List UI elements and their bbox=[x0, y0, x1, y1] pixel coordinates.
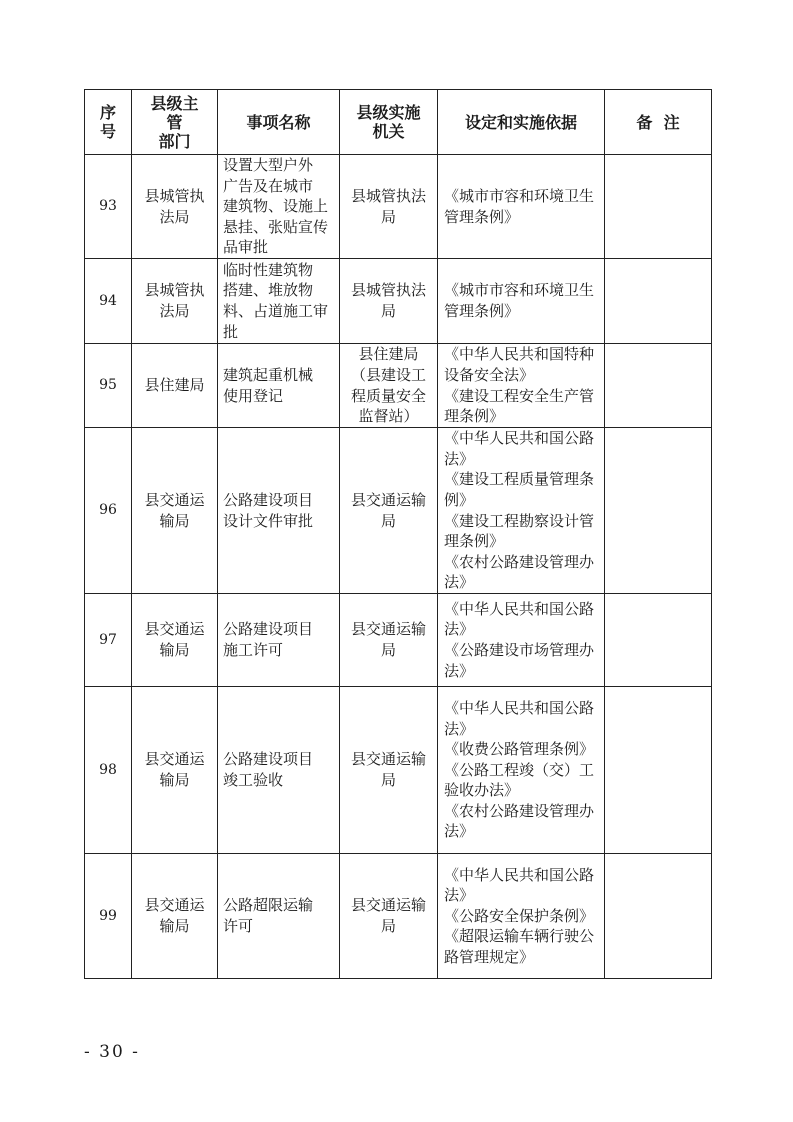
table-row bbox=[85, 344, 712, 428]
row-item-name: 公路建设项目 施工许可 bbox=[218, 594, 340, 687]
table-body bbox=[85, 155, 712, 979]
row-note bbox=[605, 854, 712, 979]
row-dept: 县交通运 输局 bbox=[132, 428, 218, 594]
row-number: 95 bbox=[85, 344, 132, 428]
header-agency: 县级实施 机关 bbox=[340, 90, 438, 155]
row-note bbox=[605, 428, 712, 594]
header-item: 事项名称 bbox=[218, 90, 340, 155]
row-agency: 县城管执法 局 bbox=[340, 155, 438, 259]
row-number: 98 bbox=[85, 687, 132, 854]
table-row bbox=[85, 687, 712, 854]
row-item-name: 临时性建筑物 搭建、堆放物 料、占道施工审 批 bbox=[218, 259, 340, 344]
row-basis: 《中华人民共和国公路法》 《公路建设市场管理办法》 bbox=[438, 594, 605, 687]
table-row bbox=[85, 594, 712, 687]
row-dept: 县城管执 法局 bbox=[132, 155, 218, 259]
row-dept: 县城管执 法局 bbox=[132, 259, 218, 344]
row-note bbox=[605, 259, 712, 344]
header-seq: 序 号 bbox=[85, 90, 132, 155]
row-note bbox=[605, 687, 712, 854]
row-agency: 县住建局 （县建设工 程质量安全 监督站） bbox=[340, 344, 438, 428]
row-dept: 县住建局 bbox=[132, 344, 218, 428]
row-basis: 《中华人民共和国公路法》 《收费公路管理条例》 《公路工程竣（交）工验收办法》 《农村公路建设管理办法》 bbox=[438, 687, 605, 854]
row-item-name: 设置大型户外 广告及在城市 建筑物、设施上 悬挂、张贴宣传 品审批 bbox=[218, 155, 340, 259]
header-dept: 县级主 管 部门 bbox=[132, 90, 218, 155]
header-basis: 设定和实施依据 bbox=[438, 90, 605, 155]
row-item-name: 公路超限运输 许可 bbox=[218, 854, 340, 979]
row-dept: 县交通运 输局 bbox=[132, 687, 218, 854]
row-note bbox=[605, 594, 712, 687]
page-number: - 30 - bbox=[84, 1042, 140, 1062]
row-basis: 《城市市容和环境卫生管理条例》 bbox=[438, 259, 605, 344]
table-row bbox=[85, 428, 712, 594]
row-note bbox=[605, 155, 712, 259]
table-row bbox=[85, 854, 712, 979]
row-dept: 县交通运 输局 bbox=[132, 594, 218, 687]
row-agency: 县交通运输 局 bbox=[340, 428, 438, 594]
row-number: 96 bbox=[85, 428, 132, 594]
row-number: 93 bbox=[85, 155, 132, 259]
row-agency: 县交通运输 局 bbox=[340, 594, 438, 687]
row-number: 99 bbox=[85, 854, 132, 979]
row-item-name: 建筑起重机械 使用登记 bbox=[218, 344, 340, 428]
header-note: 备 注 bbox=[605, 90, 712, 155]
table-row bbox=[85, 155, 712, 259]
table-header-row bbox=[85, 90, 712, 155]
row-basis: 《中华人民共和国公路法》 《公路安全保护条例》 《超限运输车辆行驶公路管理规定》 bbox=[438, 854, 605, 979]
row-agency: 县交通运输 局 bbox=[340, 854, 438, 979]
row-basis: 《中华人民共和国特种设备安全法》 《建设工程安全生产管理条例》 bbox=[438, 344, 605, 428]
row-dept: 县交通运 输局 bbox=[132, 854, 218, 979]
admin-items-table bbox=[84, 89, 712, 979]
row-basis: 《城市市容和环境卫生管理条例》 bbox=[438, 155, 605, 259]
row-basis: 《中华人民共和国公路法》 《建设工程质量管理条例》 《建设工程勘察设计管理条例》 《农村公路建设管理办法》 bbox=[438, 428, 605, 594]
table-row bbox=[85, 259, 712, 344]
row-item-name: 公路建设项目 竣工验收 bbox=[218, 687, 340, 854]
row-agency: 县交通运输 局 bbox=[340, 687, 438, 854]
row-note bbox=[605, 344, 712, 428]
row-item-name: 公路建设项目 设计文件审批 bbox=[218, 428, 340, 594]
row-agency: 县城管执法 局 bbox=[340, 259, 438, 344]
row-number: 97 bbox=[85, 594, 132, 687]
row-number: 94 bbox=[85, 259, 132, 344]
